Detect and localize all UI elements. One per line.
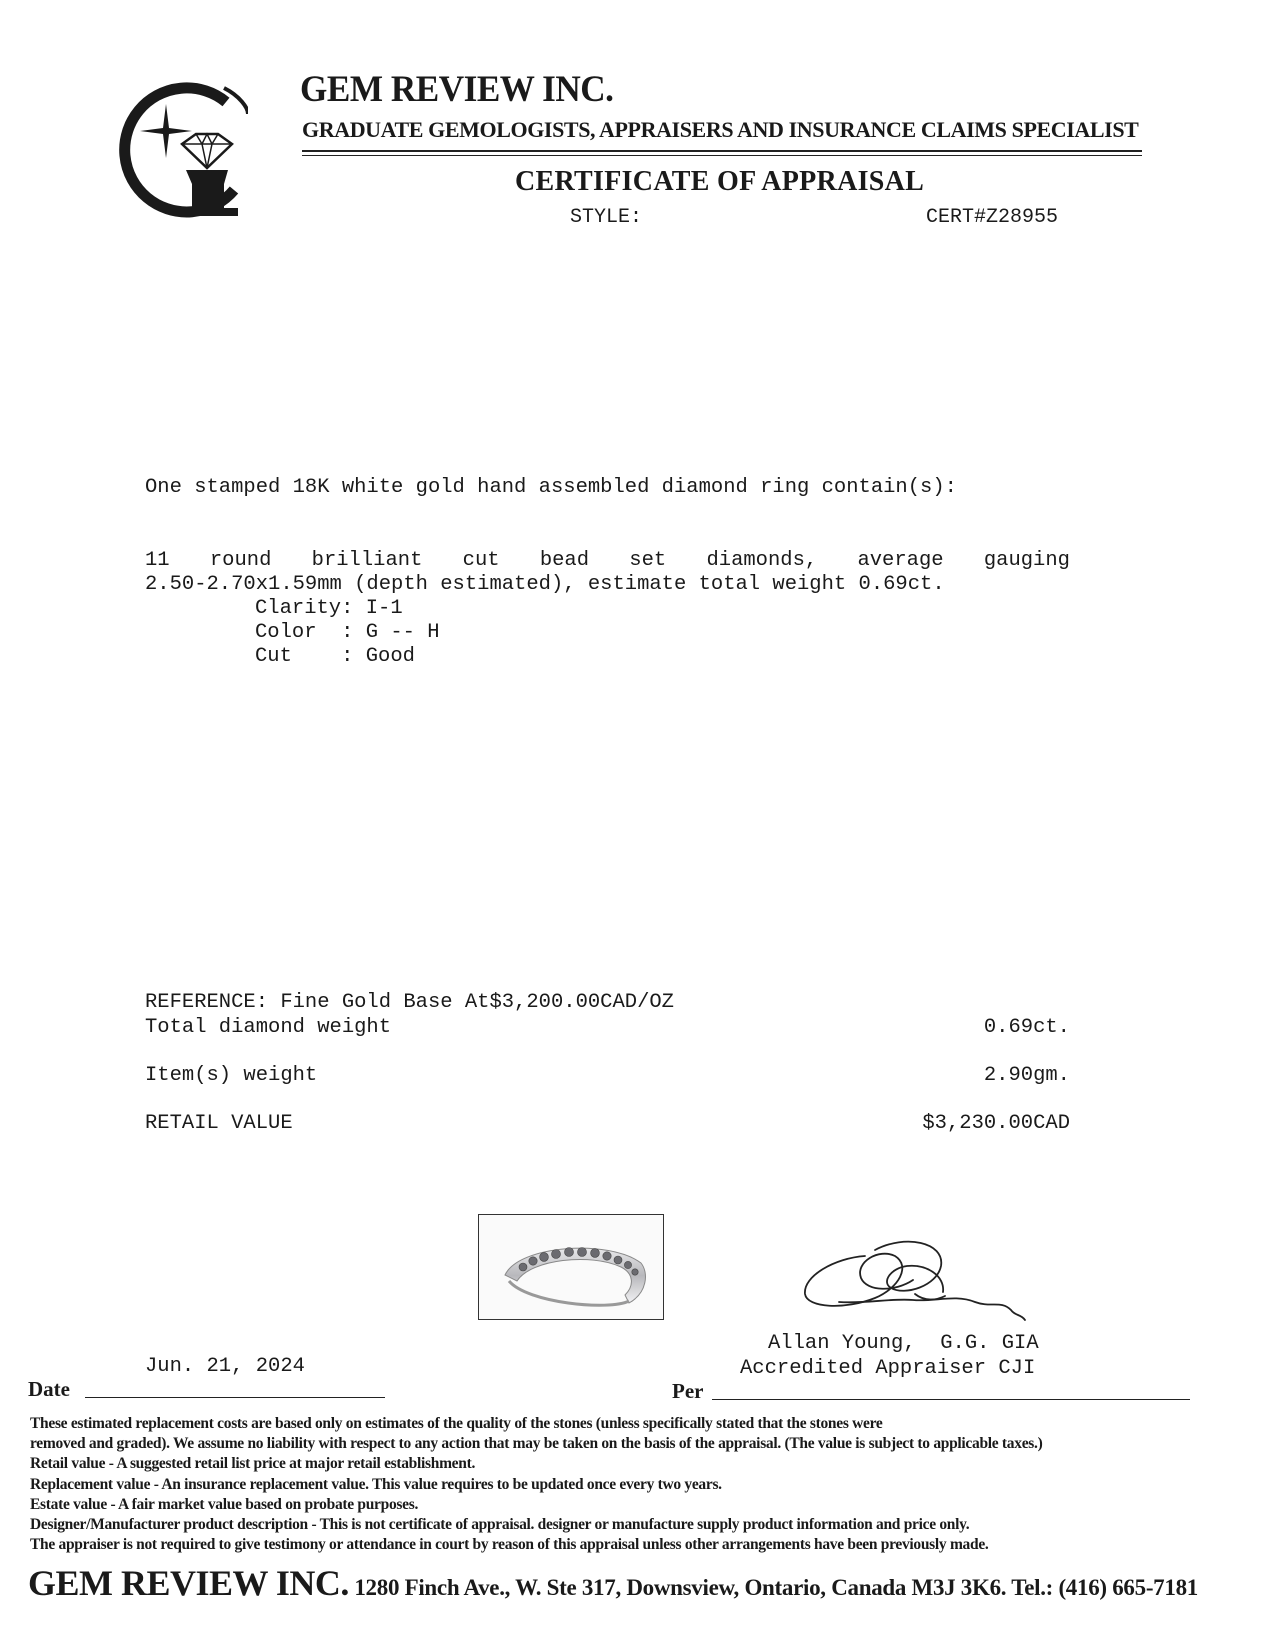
total-diamond-weight-value: 0.69ct. — [983, 1016, 1070, 1039]
disclaimer-line: These estimated replacement costs are based only on estimates of the quality of the stones (unless specifically stated that the stones were — [30, 1415, 883, 1432]
header-divider — [302, 150, 1142, 152]
date-label: Date — [28, 1377, 70, 1401]
stone-word: round — [209, 549, 272, 572]
gem-g-logo-icon — [108, 72, 248, 222]
stone-word: brilliant — [311, 549, 423, 572]
per-signature-line — [712, 1399, 1190, 1400]
stone-word: average — [857, 549, 944, 572]
gold-reference: REFERENCE: Fine Gold Base At$3,200.00CAD/OZ — [145, 991, 674, 1014]
item-weight-value: 2.90gm. — [983, 1064, 1070, 1087]
date-signature-line — [85, 1397, 385, 1398]
stone-word: diamonds, — [706, 549, 818, 572]
color-grade: Color : G -- H — [255, 621, 440, 644]
disclaimer-line: Estate value - A fair market value based on probate purposes. — [30, 1495, 419, 1513]
stone-word: set — [629, 549, 667, 572]
disclaimers — [30, 1414, 1260, 1555]
item-description: One stamped 18K white gold hand assembled diamond ring contain(s): — [145, 476, 957, 499]
stone-word: cut — [462, 549, 500, 572]
appraiser-credential: Accredited Appraiser CJI — [740, 1357, 1036, 1380]
footer — [28, 1562, 1198, 1604]
disclaimer-line: Retail value - A suggested retail list price at major retail establishment. — [30, 1455, 476, 1473]
item-weight-label: Item(s) weight — [145, 1064, 318, 1087]
stone-description-line-1 — [145, 549, 1070, 573]
footer-address: 1280 Finch Ave., W. Ste 317, Downsview, Ontario, Canada M3J 3K6. Tel.: (416) 665-7181 — [348, 1575, 1198, 1600]
certificate-title: CERTIFICATE OF APPRAISAL — [515, 166, 925, 197]
appraiser-name: Allan Young, G.G. GIA — [768, 1332, 1039, 1355]
retail-value-amount: $3,230.00CAD — [922, 1112, 1070, 1135]
disclaimer-line: Designer/Manufacturer product description - This is not certificate of appraisal. designer or manufacture supply product information and price only. — [30, 1516, 970, 1534]
stone-description-line-2: 2.50-2.70x1.59mm (depth estimated), estimate total weight 0.69ct. — [145, 573, 945, 596]
header-divider — [302, 155, 1142, 156]
appraiser-signature — [795, 1236, 1035, 1328]
stone-word: bead — [539, 549, 590, 572]
disclaimer-line: removed and graded). We assume no liability with respect to any action that may be taken on the basis of the appraisal. (The value is subject to applicable taxes.) — [30, 1435, 1043, 1453]
clarity-grade: Clarity: I-1 — [255, 597, 403, 620]
stone-word: 11 — [145, 549, 170, 572]
per-label: Per — [672, 1379, 704, 1403]
total-diamond-weight-label: Total diamond weight — [145, 1016, 392, 1039]
appraisal-date: Jun. 21, 2024 — [145, 1355, 305, 1378]
retail-value-label: RETAIL VALUE — [145, 1112, 293, 1135]
disclaimer-line: The appraiser is not required to give testimony or attendance in court by reason of this appraisal unless other arrangements have been previously made. — [30, 1536, 989, 1554]
company-name: GEM REVIEW INC. — [300, 69, 614, 110]
stone-word: gauging — [983, 549, 1070, 572]
disclaimer-line: Replacement value - An insurance replacement value. This value requires to be updated once every two years. — [30, 1475, 722, 1493]
company-tagline: GRADUATE GEMOLOGISTS, APPRAISERS AND INSURANCE CLAIMS SPECIALIST — [302, 117, 1139, 142]
style-label: STYLE: — [570, 206, 643, 229]
footer-company-name: GEM REVIEW INC. — [28, 1563, 349, 1603]
certificate-number: CERT#Z28955 — [926, 206, 1059, 229]
cut-grade: Cut : Good — [255, 645, 415, 668]
ring-photo — [478, 1214, 664, 1320]
